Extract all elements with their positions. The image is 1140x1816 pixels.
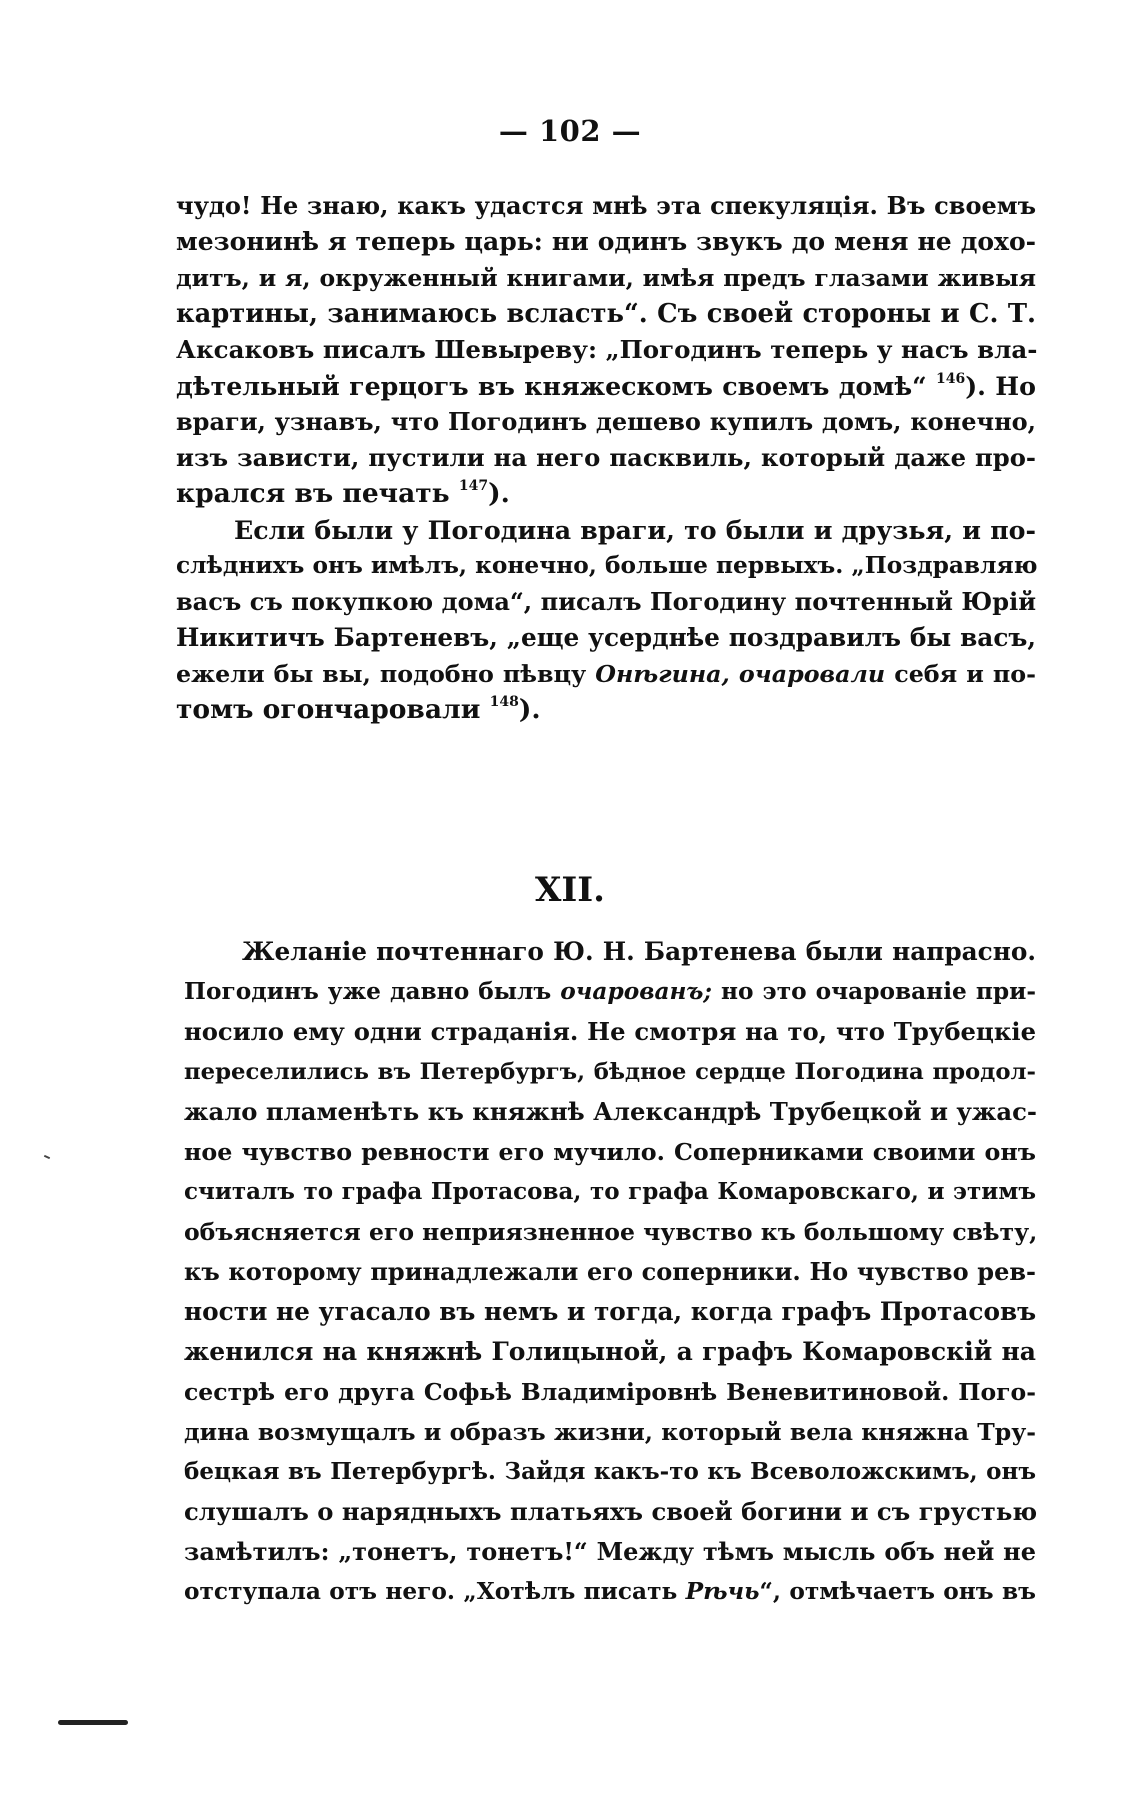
text-line: носило ему одни страданія. Не смотря на то, что Трубецкіе xyxy=(184,1017,1036,1046)
text-line: ности не угасало въ немъ и тогда, когда графъ Протасовъ xyxy=(184,1297,1037,1326)
text-line xyxy=(184,972,1036,1012)
text-run: ). xyxy=(488,478,510,509)
scan-mark xyxy=(58,1720,128,1725)
text-line: бецкая въ Петербургѣ. Зайдя какъ-то къ Всеволожскимъ, онъ xyxy=(184,1458,1036,1485)
text-line: объясняется его неприязненное чувство къ большому свѣту, xyxy=(184,1218,1038,1246)
text-line: жало пламенѣть къ княжнѣ Александрѣ Трубецкой и ужас- xyxy=(184,1097,1037,1126)
italic-text: Рѣчь xyxy=(685,1578,760,1605)
scan-mark xyxy=(44,1155,50,1159)
text-line: замѣтилъ: „тонетъ, тонетъ!“ Между тѣмъ мысль объ ней не xyxy=(184,1537,1036,1566)
text-line: слушалъ о нарядныхъ платьяхъ своей богини и съ грустью xyxy=(184,1497,1038,1526)
text-line: считалъ то графа Протасова, то графа Комаровскаго, и этимъ xyxy=(184,1178,1036,1205)
text-line: васъ съ покупкою дома“, писалъ Погодину почтенный Юрій xyxy=(176,587,1036,616)
text-line: къ которому принадлежали его соперники. Но чувство рев- xyxy=(184,1257,1036,1286)
chapter-heading: XII. xyxy=(534,870,606,910)
italic-text: очаровали xyxy=(738,660,886,688)
text-run: “, отмѣчаетъ онъ въ xyxy=(759,1578,1036,1605)
italic-text: очарованъ; xyxy=(560,978,712,1005)
text-line: сестрѣ его друга Софьѣ Владиміровнѣ Веневитиновой. Пого- xyxy=(184,1378,1036,1406)
text-run: томъ огончаровали xyxy=(176,694,481,725)
text-line: Желаніе почтеннаго Ю. Н. Бартенева были напрасно. xyxy=(242,937,1036,966)
text-line: дина возмущалъ и образъ жизни, который вела княжна Тру- xyxy=(184,1418,1036,1446)
text-line xyxy=(176,366,1036,406)
text-run: крался въ печать xyxy=(176,478,450,509)
text-run: дѣтельный герцогъ въ княжескомъ своемъ домѣ“ xyxy=(176,371,927,401)
text-run: но это очарованіе при- xyxy=(721,978,1036,1005)
text-line: ное чувство ревности его мучило. Соперниками своими онъ xyxy=(184,1138,1036,1166)
text-line: мезонинѣ я теперь царь: ни одинъ звукъ до меня не дохо- xyxy=(176,227,1036,256)
text-run: ). Но xyxy=(965,371,1036,401)
text-line: переселились въ Петербургъ, бѣдное сердце Погодина продол- xyxy=(184,1059,1036,1085)
text-line: Никитичъ Бартеневъ, „еще усерднѣе поздравилъ бы васъ, xyxy=(176,623,1036,652)
text-run: отступала отъ него. „Хотѣлъ писать xyxy=(184,1578,678,1605)
text-line: изъ зависти, пустили на него пасквиль, который даже про- xyxy=(176,443,1036,472)
text-line xyxy=(176,474,1036,514)
text-run: себя и по- xyxy=(894,660,1036,688)
text-line: враги, узнавъ, что Погодинъ дешево купилъ домъ, конечно, xyxy=(176,407,1036,436)
text-run: ). xyxy=(518,694,541,725)
footnote-ref-147: 147 xyxy=(458,478,489,494)
text-line: Аксаковъ писалъ Шевыреву: „Погодинъ теперь у насъ вла- xyxy=(176,335,1038,364)
text-line: Если были у Погодина враги, то были и друзья, и по- xyxy=(234,515,1036,545)
italic-text: Онѣгина, xyxy=(595,660,730,688)
text-run: ежели бы вы, подобно пѣвцу xyxy=(176,660,587,688)
text-line: слѣднихъ онъ имѣлъ, конечно, больше первыхъ. „Поздравляю xyxy=(176,552,1038,579)
text-line: картины, занимаюсь всласть“. Съ своей стороны и С. Т. xyxy=(176,299,1036,329)
text-line xyxy=(176,690,1036,730)
footnote-ref-148: 148 xyxy=(489,694,519,710)
text-line xyxy=(176,654,1036,694)
footnote-ref-146: 146 xyxy=(935,371,966,387)
text-line: женился на княжнѣ Голицыной, а графъ Комаровскій на xyxy=(184,1337,1036,1366)
text-line: дитъ, и я, окруженный книгами, имѣя предъ глазами живыя xyxy=(176,264,1036,292)
page-number: — 102 — xyxy=(498,114,642,148)
text-line xyxy=(184,1572,1036,1612)
text-line: чудо! Не знаю, какъ удастся мнѣ эта спекуляція. Въ своемъ xyxy=(176,191,1036,220)
text-run: Погодинъ уже давно былъ xyxy=(184,978,552,1005)
